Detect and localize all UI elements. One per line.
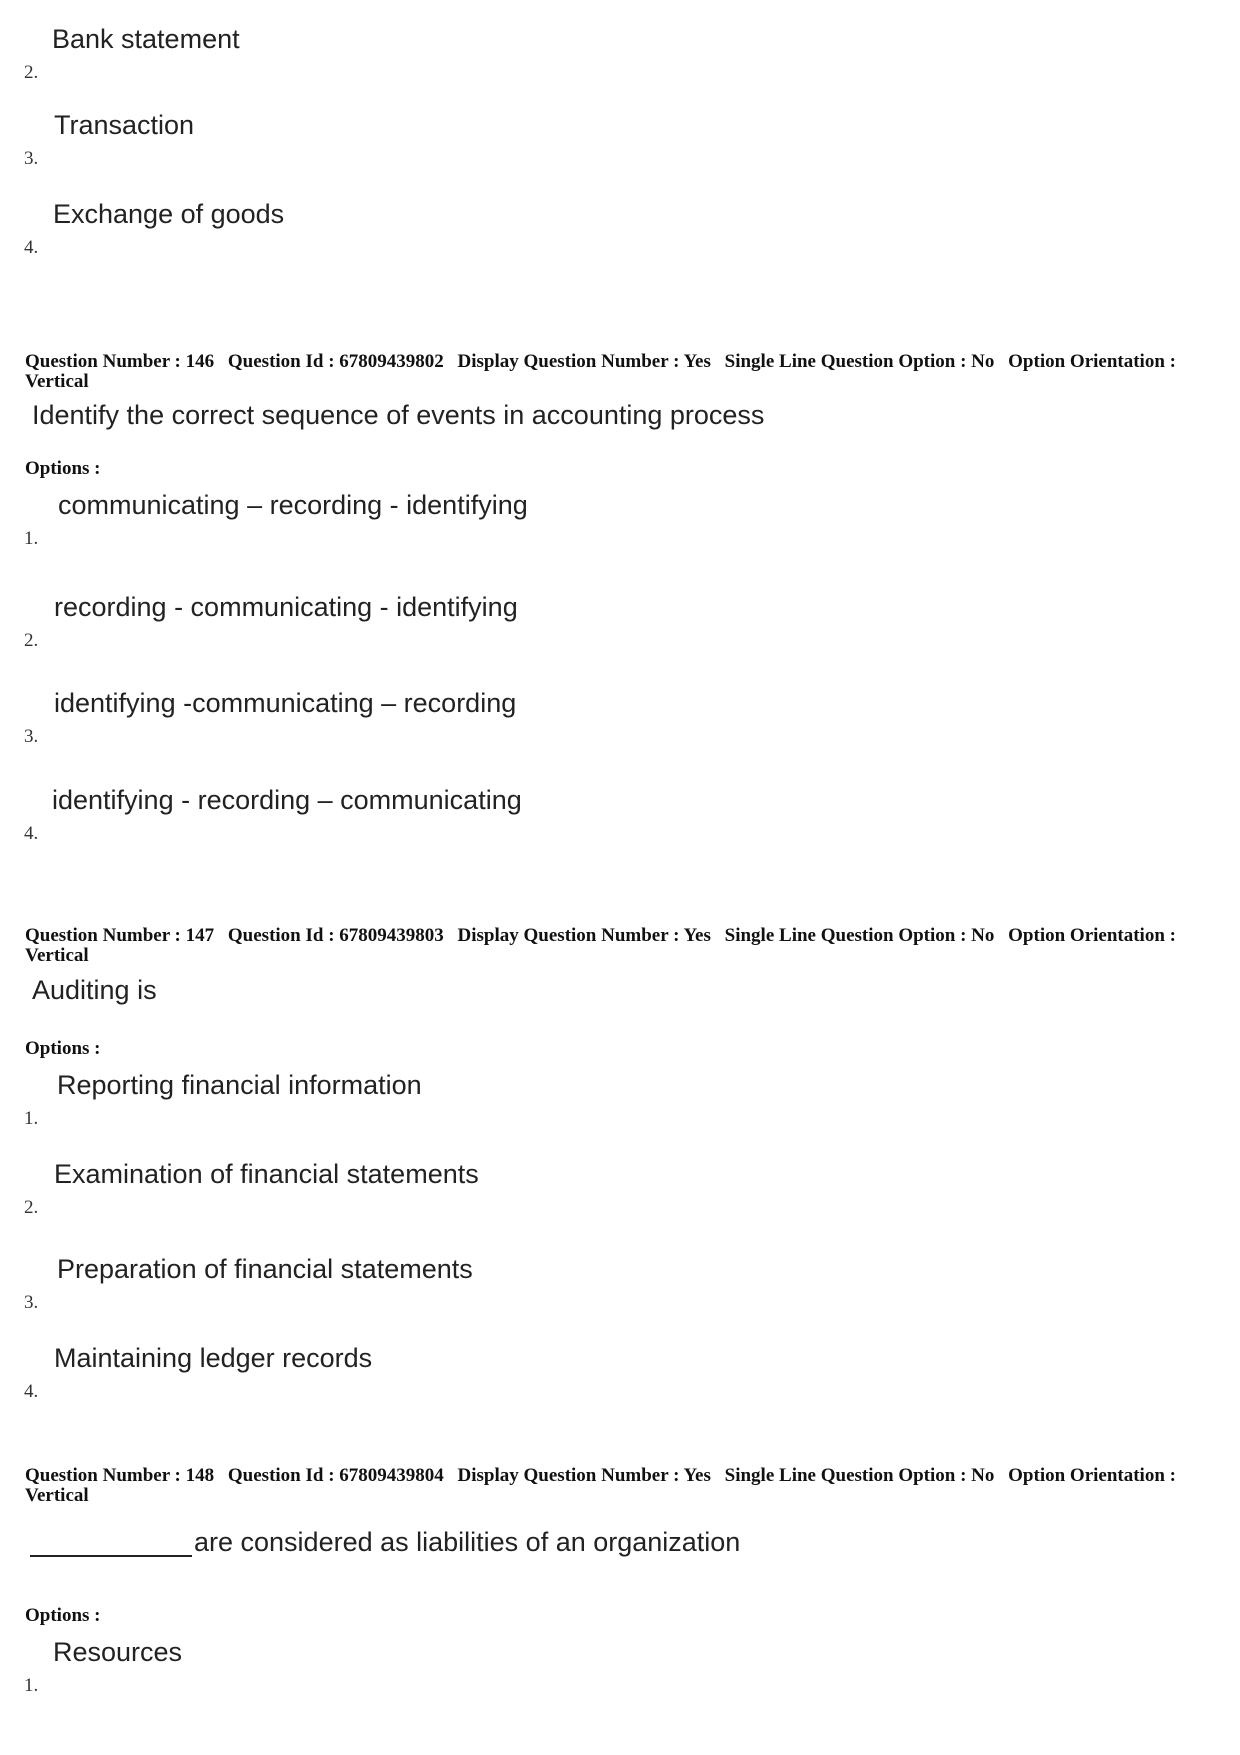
display-question-number: Display Question Number : Yes xyxy=(457,351,711,372)
question-meta xyxy=(25,926,1195,966)
question-number: Question Number : 147 xyxy=(25,925,215,946)
option-item xyxy=(0,110,1100,170)
option-text: Transaction xyxy=(54,110,195,140)
option-item xyxy=(0,1637,1100,1697)
option-text: Bank statement xyxy=(52,24,240,54)
option-text: Reporting financial information xyxy=(57,1070,422,1100)
option-item xyxy=(0,24,1100,84)
question-meta xyxy=(25,352,1195,392)
option-number: 4. xyxy=(24,237,39,258)
option-item xyxy=(0,688,1100,748)
option-number: 1. xyxy=(24,528,39,549)
single-line-option: Single Line Question Option : No xyxy=(724,351,995,372)
option-number: 2. xyxy=(24,1197,39,1218)
display-question-number: Display Question Number : Yes xyxy=(457,1465,711,1486)
question-id: Question Id : 67809439804 xyxy=(227,1465,444,1486)
options-label: Options : xyxy=(25,458,101,479)
question-text xyxy=(30,1527,740,1558)
option-item xyxy=(0,490,1100,550)
question-number: Question Number : 146 xyxy=(25,351,215,372)
option-text: Resources xyxy=(53,1637,183,1667)
option-text: Maintaining ledger records xyxy=(54,1343,373,1373)
single-line-option: Single Line Question Option : No xyxy=(724,1465,995,1486)
question-id: Question Id : 67809439803 xyxy=(227,925,444,946)
option-number: 3. xyxy=(24,726,39,747)
option-number: 1. xyxy=(24,1108,39,1129)
option-item xyxy=(0,592,1100,652)
fill-in-blank-line xyxy=(30,1555,192,1557)
option-text: recording - communicating - identifying xyxy=(54,592,518,622)
option-number: 2. xyxy=(24,630,39,651)
option-text: Exchange of goods xyxy=(53,199,285,229)
option-number: 3. xyxy=(24,1292,39,1313)
single-line-option: Single Line Question Option : No xyxy=(724,925,995,946)
question-number: Question Number : 148 xyxy=(25,1465,215,1486)
option-number: 3. xyxy=(24,148,39,169)
option-number: 2. xyxy=(24,62,39,83)
question-text-content: are considered as liabilities of an organization xyxy=(194,1527,741,1557)
option-number: 4. xyxy=(24,1381,39,1402)
display-question-number: Display Question Number : Yes xyxy=(457,925,711,946)
option-item xyxy=(0,1070,1100,1130)
option-text: identifying - recording – communicating xyxy=(52,785,522,815)
option-text: Preparation of financial statements xyxy=(57,1254,473,1284)
options-label: Options : xyxy=(25,1038,101,1059)
question-id: Question Id : 67809439802 xyxy=(227,351,444,372)
option-item xyxy=(0,1343,1100,1403)
question-meta xyxy=(25,1466,1195,1506)
option-number: 1. xyxy=(24,1675,39,1696)
option-text: communicating – recording - identifying xyxy=(58,490,528,520)
option-item xyxy=(0,785,1100,845)
option-item xyxy=(0,1159,1100,1219)
option-number: 4. xyxy=(24,823,39,844)
option-text: Examination of financial statements xyxy=(54,1159,479,1189)
option-item xyxy=(0,199,1100,259)
option-orientation: Option Orientation : Vertical xyxy=(25,351,1176,392)
option-item xyxy=(0,1254,1100,1314)
option-orientation: Option Orientation : Vertical xyxy=(25,1465,1176,1506)
question-text: Auditing is xyxy=(32,975,157,1005)
option-text: identifying -communicating – recording xyxy=(54,688,517,718)
question-text: Identify the correct sequence of events in accounting process xyxy=(32,400,765,430)
option-orientation: Option Orientation : Vertical xyxy=(25,925,1176,966)
options-label: Options : xyxy=(25,1605,101,1626)
